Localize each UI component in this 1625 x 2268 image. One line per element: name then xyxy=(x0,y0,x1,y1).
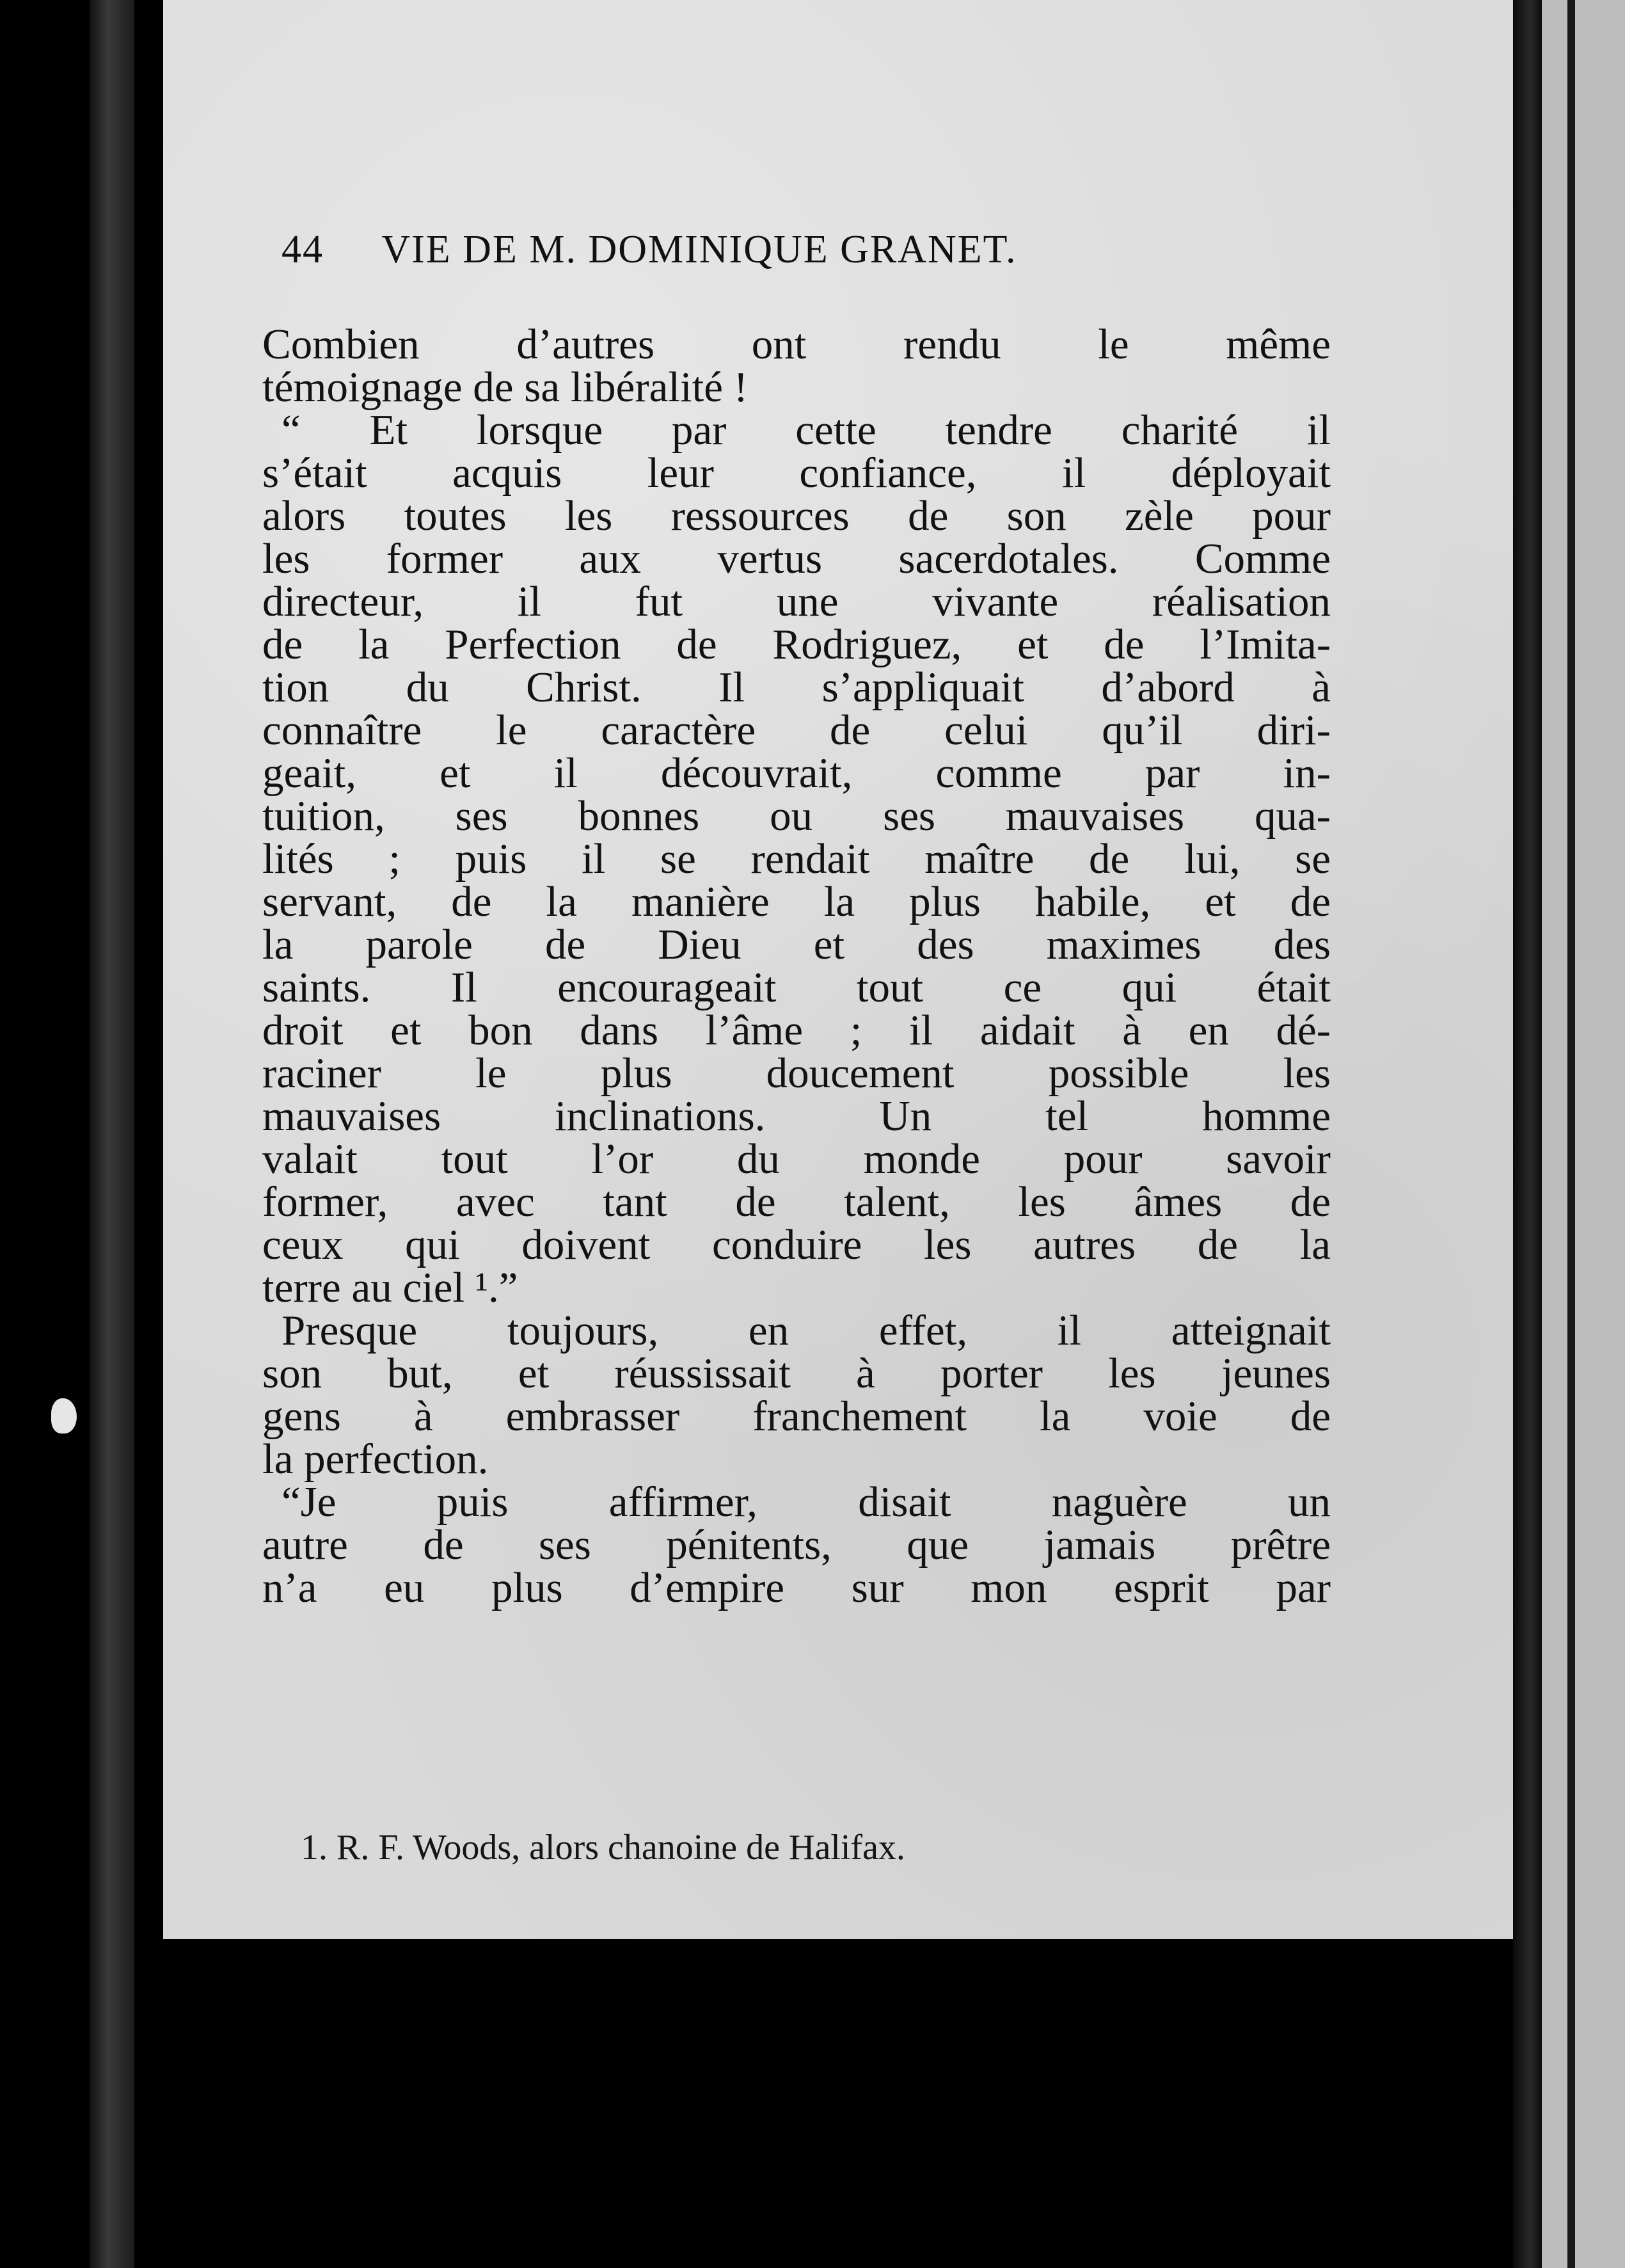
text-line: alors toutes les ressources de son zèle pour xyxy=(262,492,1331,539)
book-spine xyxy=(1513,0,1542,2268)
body-text xyxy=(262,323,1331,1609)
text-line: “ Et lorsque par cette tendre charité il xyxy=(281,406,1331,454)
footnote: 1. R. F. Woods, alors chanoine de Halifax. xyxy=(301,1828,905,1867)
text-line: tion du Christ. Il s’appliquait d’abord à xyxy=(262,664,1331,711)
text-line: autre de ses pénitents, que jamais prêtre xyxy=(262,1521,1331,1569)
text-line: “Je puis affirmer, disait naguère un xyxy=(281,1478,1331,1526)
page-fold-line xyxy=(1567,0,1575,2268)
text-line: mauvaises inclinations. Un tel homme xyxy=(262,1092,1331,1140)
text-line: s’était acquis leur confiance, il déployait xyxy=(262,449,1331,497)
page-number: 44 xyxy=(281,228,324,271)
text-line: la parole de Dieu et des maximes des xyxy=(262,921,1331,968)
text-line: son but, et réussissait à porter les jeunes xyxy=(262,1350,1331,1397)
text-line: ceux qui doivent conduire les autres de la xyxy=(262,1221,1331,1268)
running-header xyxy=(281,227,1267,273)
text-line: lités ; puis il se rendait maître de lui, se xyxy=(262,835,1331,882)
text-line: Combien d’autres ont rendu le même xyxy=(262,321,1331,368)
book-left-edge xyxy=(90,0,134,2268)
text-line: directeur, il fut une vivante réalisation xyxy=(262,578,1331,625)
text-line: terre au ciel ¹.” xyxy=(262,1264,518,1311)
text-line: raciner le plus doucement possible les xyxy=(262,1050,1331,1097)
text-line: valait tout l’or du monde pour savoir xyxy=(262,1135,1331,1183)
text-line: de la Perfection de Rodriguez, et de l’Imita- xyxy=(262,621,1331,668)
text-line: servant, de la manière la plus habile, et de xyxy=(262,878,1331,925)
text-line: droit et bon dans l’âme ; il aidait à en dé- xyxy=(262,1007,1331,1054)
text-line: tuition, ses bonnes ou ses mauvaises qua- xyxy=(262,792,1331,840)
page-bottom-shadow xyxy=(163,1939,1513,2268)
text-line: geait, et il découvrait, comme par in- xyxy=(262,749,1331,797)
scan-blot xyxy=(51,1398,77,1433)
text-line: Presque toujours, en effet, il atteignait xyxy=(281,1307,1331,1354)
text-line: gens à embrasser franchement la voie de xyxy=(262,1393,1331,1440)
running-title: VIE DE M. DOMINIQUE GRANET. xyxy=(381,228,1017,271)
text-line: témoignage de sa libéralité ! xyxy=(262,363,749,411)
text-line: connaître le caractère de celui qu’il diri- xyxy=(262,707,1331,754)
text-line: saints. Il encourageait tout ce qui était xyxy=(262,964,1331,1011)
text-line: n’a eu plus d’empire sur mon esprit par xyxy=(262,1564,1331,1611)
text-line: former, avec tant de talent, les âmes de xyxy=(262,1178,1331,1226)
text-line: les former aux vertus sacerdotales. Comme xyxy=(262,535,1331,582)
text-line: la perfection. xyxy=(262,1435,489,1483)
next-page-edge xyxy=(1542,0,1625,2268)
